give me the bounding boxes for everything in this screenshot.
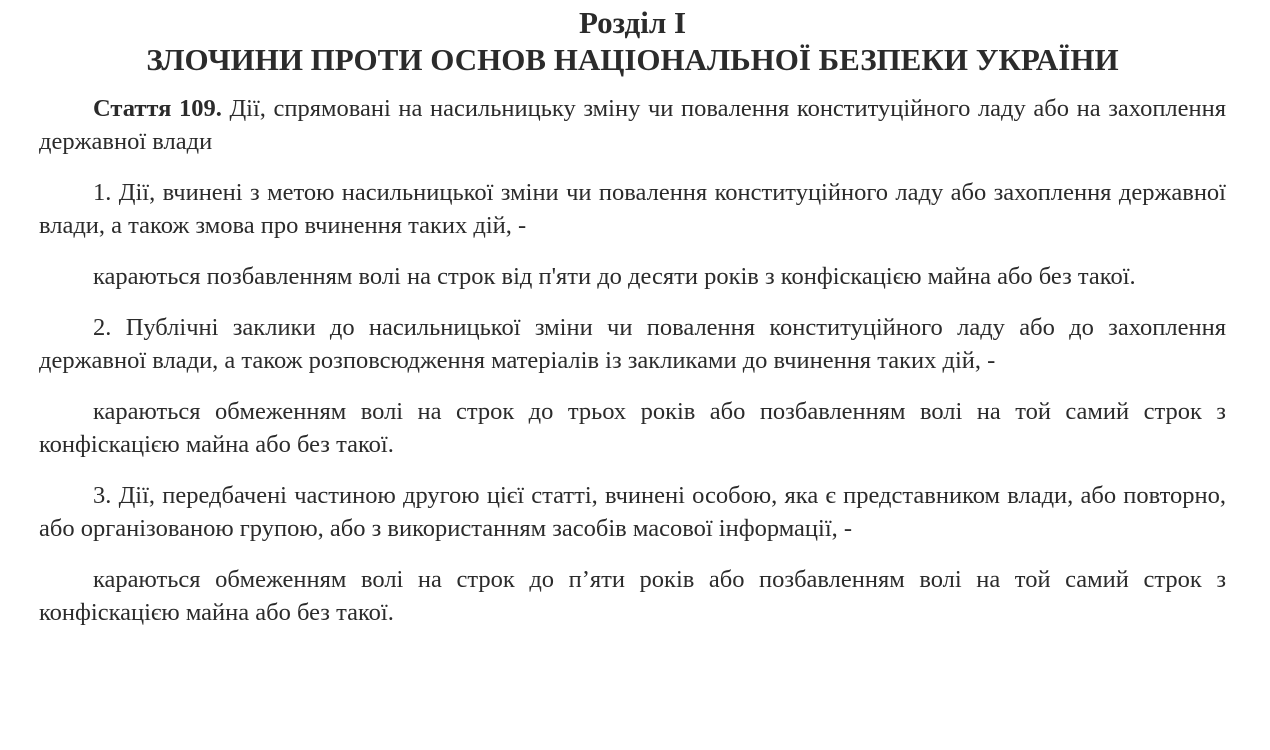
section-label: Розділ I [578,5,687,40]
paragraph-penalty-2: караються обмеженням волі на строк до трьох років або позбавленням волі на той самий строк з конфіскацією майна або без такої. [39,398,1226,458]
paragraph-part-3: 3. Дії, передбачені частиною другою цієї статті, вчинені особою, яка є представником влади, або повторно, або організованою групою, або з використанням засобів масової інформації, - [39,482,1226,542]
paragraph-part-1: 1. Дії, вчинені з метою насильницької зміни чи повалення конституційного ладу або захоплення державної влади, а також змова про вчинення таких дій, - [39,179,1226,239]
article-number: Стаття 109. [93,95,222,122]
section-heading [39,4,1226,78]
paragraph-penalty-3: караються обмеженням волі на строк до п’яти років або позбавленням волі на той самий строк з конфіскацією майна або без такої. [39,566,1226,626]
article-heading: Дії, спрямовані на насильницьку зміну чи повалення конституційного ладу або на захоплення державної влади [39,95,1227,155]
article-title [39,92,1226,158]
paragraph-penalty-1: караються позбавленням волі на строк від п'яти до десяти років з конфіскацією майна або без такої. [93,263,1136,290]
section-title: ЗЛОЧИНИ ПРОТИ ОСНОВ НАЦІОНАЛЬНОЇ БЕЗПЕКИ УКРАЇНИ [146,42,1119,77]
paragraph-part-2: 2. Публічні заклики до насильницької зміни чи повалення конституційного ладу або до захоплення державної влади, а також розповсюдження матеріалів із закликами до вчинення таких дій, - [39,314,1226,374]
